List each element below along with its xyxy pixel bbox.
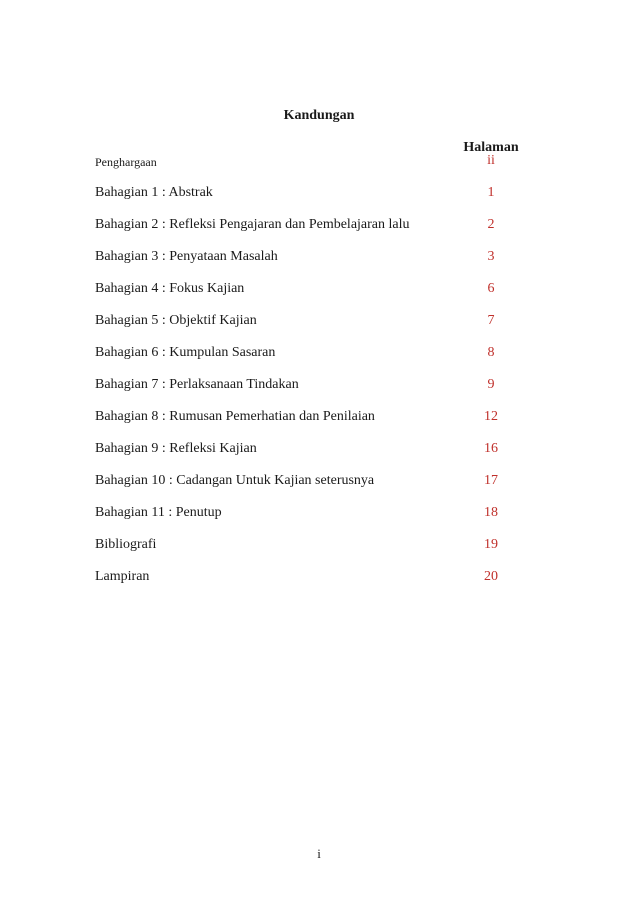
page-title: Kandungan: [283, 108, 355, 123]
toc-entry: [95, 409, 515, 441]
toc-entry-page: 12: [484, 409, 498, 424]
toc-entry: [95, 345, 515, 377]
toc-entry: [95, 217, 515, 249]
toc-entry-label: Bahagian 3 : Penyataan Masalah: [95, 249, 278, 264]
toc-entry-page: 9: [487, 377, 495, 392]
toc-entry-label: Bahagian 9 : Refleksi Kajian: [95, 441, 257, 456]
toc-entry: [95, 537, 515, 569]
toc-entry: [95, 249, 515, 281]
toc-entry-page: 20: [484, 569, 498, 584]
page-number: i: [317, 846, 321, 861]
toc-entry-page: 1: [487, 185, 495, 200]
toc-entry-page: 6: [487, 281, 495, 296]
toc-entry-label: Bahagian 4 : Fokus Kajian: [95, 281, 245, 296]
toc-entry-page: 7: [487, 313, 495, 328]
toc-entry-label: Bahagian 5 : Objektif Kajian: [95, 313, 257, 328]
page-column-header: Halaman: [463, 140, 519, 155]
toc-entry: [95, 281, 515, 313]
toc-entry-page: 19: [484, 537, 498, 552]
toc-entry: [95, 441, 515, 473]
toc-entry-label: Bahagian 1 : Abstrak: [95, 185, 213, 200]
toc-entry-page: 8: [487, 345, 495, 360]
table-of-contents: [95, 153, 515, 601]
toc-entry-label: Bahagian 7 : Perlaksanaan Tindakan: [95, 377, 299, 392]
toc-entry-label: Bibliografi: [95, 537, 157, 552]
toc-entry-label: Bahagian 6 : Kumpulan Sasaran: [95, 345, 276, 360]
toc-entry-label: Penghargaan: [95, 155, 157, 169]
toc-entry-label: Bahagian 8 : Rumusan Pemerhatian dan Penilaian: [95, 409, 375, 424]
toc-entry: [95, 505, 515, 537]
toc-entry-page: 2: [487, 217, 495, 232]
toc-entry-page: ii: [487, 153, 495, 168]
toc-entry: [95, 313, 515, 345]
toc-entry-label: Bahagian 10 : Cadangan Untuk Kajian seterusnya: [95, 473, 375, 488]
toc-entry: [95, 153, 515, 185]
toc-entry-page: 18: [484, 505, 498, 520]
toc-entry-page: 17: [484, 473, 498, 488]
toc-entry: [95, 377, 515, 409]
toc-entry-label: Lampiran: [95, 569, 150, 584]
toc-entry: [95, 473, 515, 505]
toc-entry-page: 16: [484, 441, 498, 456]
toc-entry-page: 3: [487, 249, 495, 264]
toc-entry-label: Bahagian 11 : Penutup: [95, 505, 222, 520]
toc-entry: [95, 569, 515, 601]
toc-entry: [95, 185, 515, 217]
toc-entry-label: Bahagian 2 : Refleksi Pengajaran dan Pembelajaran lalu: [95, 217, 410, 232]
